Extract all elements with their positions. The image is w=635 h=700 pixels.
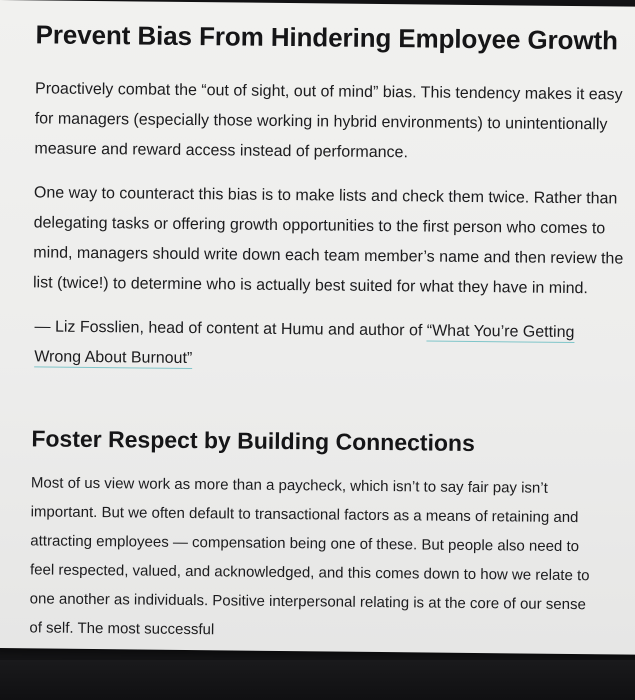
section-heading-foster-respect: Foster Respect by Building Connections [31, 425, 475, 456]
section-heading-prevent-bias: Prevent Bias From Hindering Employee Growth [35, 19, 619, 56]
background-edge [0, 660, 635, 700]
quote-attribution [34, 312, 625, 378]
article-source-link[interactable]: “What You’re Getting Wrong About Burnout” [34, 322, 575, 367]
body-paragraph: One way to counteract this bias is to make lists and check them twice. Rather than delegating tasks or offering growth opportunities to the first person who comes to mind, managers should write down each team member’s name and then review the list (twice!) to determine who is actually best suited for what they have in mind. [32, 184, 624, 297]
article-content [29, 18, 627, 648]
body-paragraph: Most of us view work as more than a paycheck, which isn’t to say fair pay isn’t important. But we often default to transactional factors as a means of retaining and attracting employees — compensation being one of these. But people also need to feel respected, valued, and acknowledged, and this comes down to how we relate to one another as individuals. Positive interpersonal relating is at the core of our sense of self. The most successful [29, 474, 590, 638]
attribution-text: — Liz Fosslien, head of content at Humu and author of [34, 318, 427, 340]
body-paragraph: Proactively combat the “out of sight, out of mind” bias. This tendency makes it easy for managers (especially those working in hybrid environments) to unintentionally measure and reward access instead of performance. [34, 80, 623, 162]
